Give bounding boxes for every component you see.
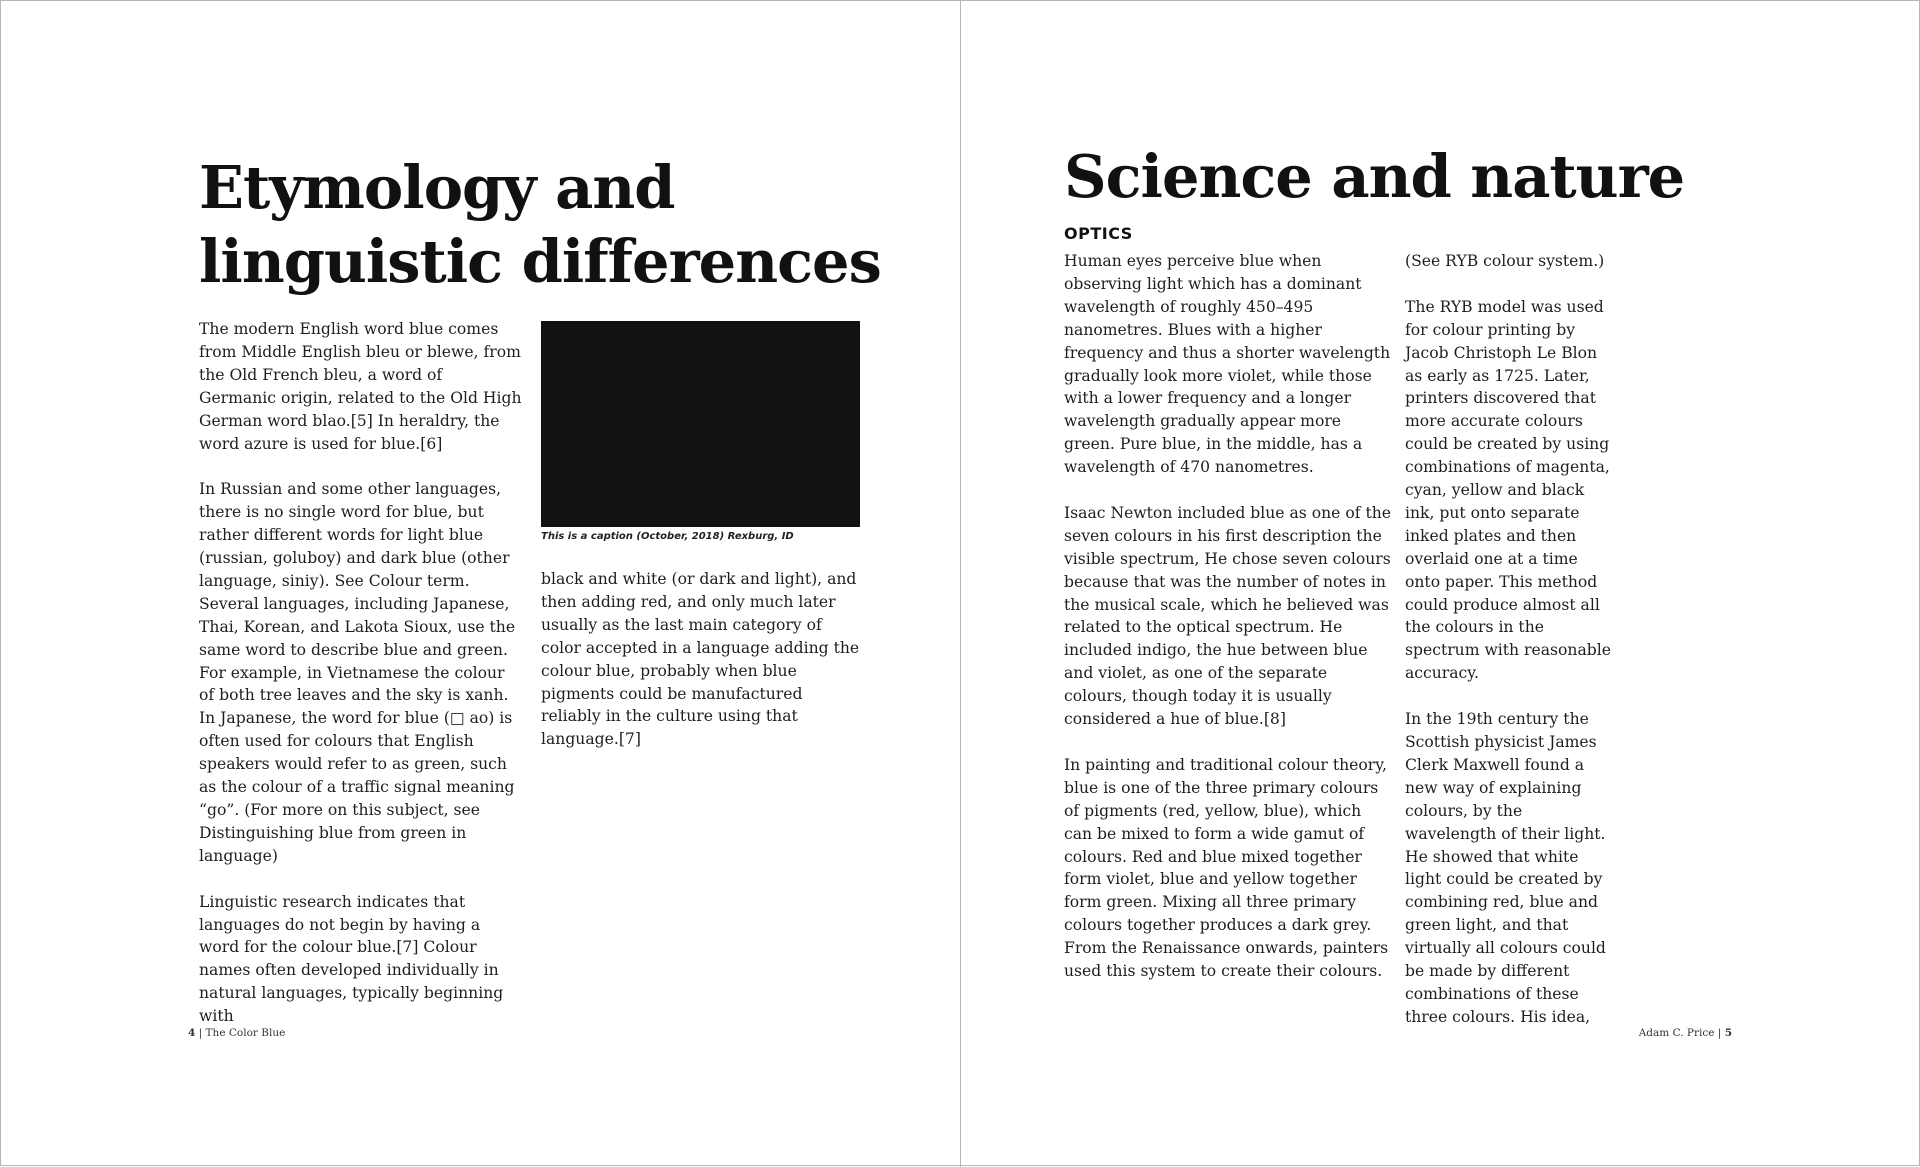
figure-image-placeholder	[541, 321, 860, 527]
paragraph: In painting and traditional colour theory, blue is one of the three primary colours of pigments (red, yellow, blue), which can be mixed to form a wide gamut of colours. Red and blue mixed together form violet, blue and yellow together form green. Mixing all three primary colours together produces a dark grey. From the Renaissance onwards, painters used this system to create their colours.	[1064, 755, 1389, 981]
paragraph: The modern English word blue comes from Middle English bleu or blewe, from the Old French bleu, a word of Germanic origin, related to the Old High German word blao.[5] In heraldry, the word azure is used for blue.[6]	[199, 320, 522, 453]
left-page-column-2	[541, 568, 863, 751]
paragraph: black and white (or dark and light), and then adding red, and only much later usually as the last main category of color accepted in a language adding the colour blue, probably when blue pigments could be manufactured reliably in the culture using that language.[7]	[541, 570, 860, 749]
paragraph: Linguistic research indicates that languages do not begin by having a word for the colour blue.[7] Colour names often developed individually in natural languages, typically beginning with	[199, 892, 504, 1026]
right-page-column-1	[1064, 250, 1392, 983]
page-gutter	[960, 1, 961, 1167]
figure-caption: This is a caption (October, 2018) Rexburg, ID	[541, 531, 794, 542]
right-page-title: Science and nature	[1064, 142, 1685, 211]
paragraph: In Russian and some other languages, there is no single word for blue, but rather different words for light blue (russian, goluboy) and dark blue (other language, siniy). See Colour term. Several languages, including Japanese, Thai, Korean, and Lakota Sioux, use the same word to describe blue and green. For example, in Vietnamese the colour of both tree leaves and the sky is xanh. In Japanese, the word for blue (□ ao) is often used for colours that English speakers would refer to as green, such as the colour of a traffic signal meaning “go”. (For more on this subject, see Distinguishing blue from green in language)	[199, 480, 516, 865]
running-title: The Color Blue	[205, 1027, 286, 1039]
right-page-column-2	[1405, 250, 1617, 1029]
section-heading-optics: OPTICS	[1064, 224, 1133, 243]
left-page-title: Etymology and linguistic differences	[199, 153, 881, 296]
paragraph: The RYB model was used for colour printing by Jacob Christoph Le Blon as early as 1725. Later, printers discovered that more accurate colours could be created by using combinations of magenta, cyan, yellow and black ink, put onto separate inked plates and then overlaid one at a time onto paper. This method could produce almost all the colours in the spectrum with reasonable accuracy.	[1405, 297, 1611, 683]
paragraph: Isaac Newton included blue as one of the seven colours in his first description the visible spectrum, He chose seven colours because that was the number of notes in the musical scale, which he believed was related to the optical spectrum. He included indigo, the hue between blue and violet, as one of the separate colours, though today it is usually considered a hue of blue.[8]	[1064, 503, 1391, 729]
page-number: 4	[188, 1027, 196, 1039]
folio-separator: |	[1717, 1027, 1722, 1039]
paragraph: (See RYB colour system.)	[1405, 252, 1605, 270]
folio-separator: |	[198, 1027, 203, 1039]
paragraph: In the 19th century the Scottish physicist James Clerk Maxwell found a new way of explaining colours, by the wavelength of their light. He showed that white light could be created by combining red, blue and green light, and that virtually all colours could be made by different combinations of these three colours. His idea,	[1405, 710, 1606, 1026]
author-name: Adam C. Price	[1638, 1027, 1715, 1039]
right-page-folio	[1639, 1027, 1732, 1039]
left-page-column-1	[199, 318, 524, 1028]
page-number: 5	[1724, 1027, 1732, 1039]
paragraph: Human eyes perceive blue when observing light which has a dominant wavelength of roughly 450–495 nanometres. Blues with a higher frequency and thus a shorter wavelength gradually look more violet, while those with a lower frequency and a longer wavelength gradually appear more green. Pure blue, in the middle, has a wavelength of 470 nanometres.	[1064, 252, 1391, 477]
left-page-folio	[188, 1027, 285, 1039]
